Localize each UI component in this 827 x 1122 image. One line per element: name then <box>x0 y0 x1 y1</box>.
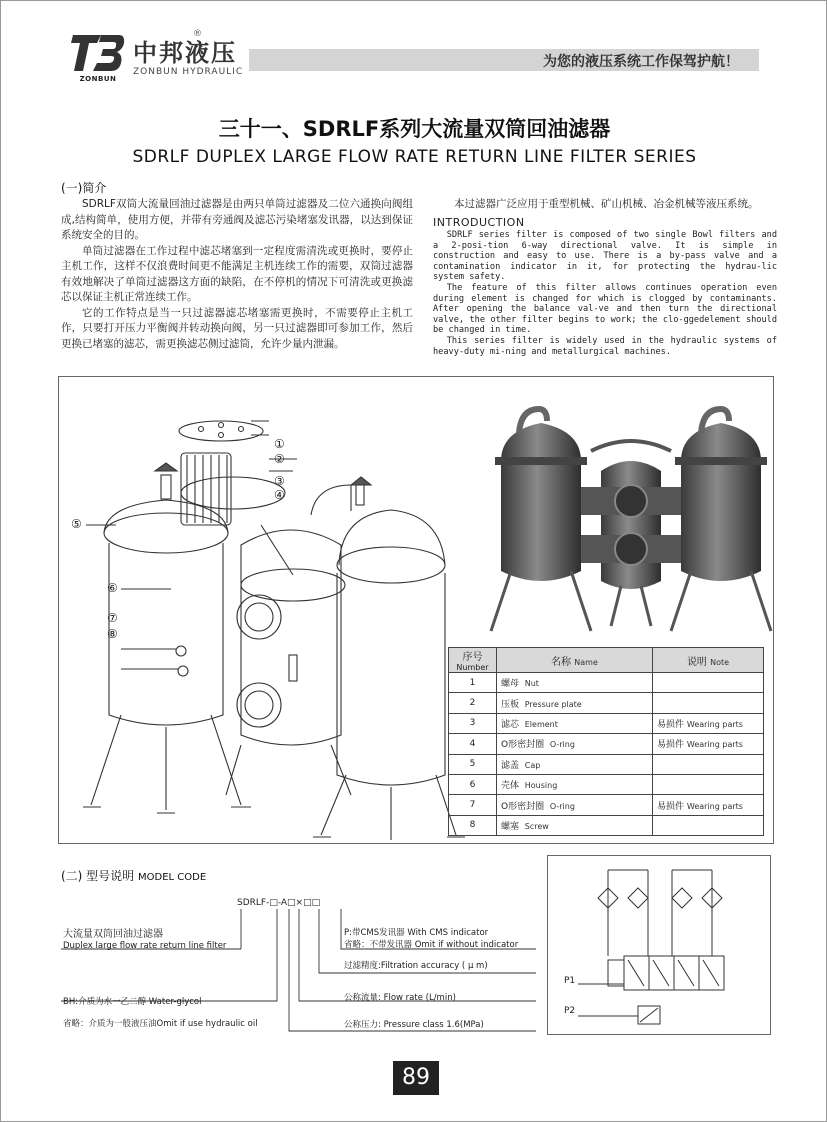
indicator-option: P:带CMS发讯器 With CMS indicator <box>344 928 489 938</box>
registered-mark: ® <box>193 29 202 39</box>
header-slogan: 为您的液压系统工作保驾护航！ <box>543 54 739 70</box>
table-row: 1 螺母 Nut <box>449 673 764 693</box>
header-bar <box>249 49 759 71</box>
intro-right-column <box>433 197 777 357</box>
header-number: 序号 Number <box>449 648 497 673</box>
medium-omit: 省略：介质为一般液压油Omit if use hydraulic oil <box>63 1019 258 1029</box>
model-name-en: Duplex large flow rate return line filter <box>63 941 227 951</box>
callout-5: ⑤ <box>71 517 82 531</box>
filtration-accuracy: 过滤精度:Filtration accuracy ( μ m) <box>344 961 488 971</box>
table-header-row <box>449 648 764 673</box>
model-name-cn: 大流量双筒回油过滤器 <box>63 929 163 940</box>
callout-3: ③ <box>274 474 285 488</box>
table-row: 7 O形密封圈 O-ring 易损件 Wearing parts <box>449 795 764 815</box>
table-row: 8 螺塞 Screw <box>449 815 764 835</box>
table-row: 3 滤芯 Element 易损件 Wearing parts <box>449 713 764 733</box>
pressure-class: 公称压力: Pressure class 1.6(MPa) <box>344 1020 484 1030</box>
hydraulic-schematic <box>547 855 771 1035</box>
brand-name-en: ZONBUN HYDRAULIC <box>133 67 244 77</box>
port-p2: P2 <box>564 1006 576 1016</box>
callout-6: ⑥ <box>107 581 118 595</box>
flow-rate: 公称流量: Flow rate (L/min) <box>344 993 456 1003</box>
intro-paragraph: 它的工作特点是当一只过滤器滤芯堵塞需更换时，不需要停止主机工作，只要打开压力平衡阀并转动换向阀，另一只过滤器即可参加工作，然后更换已堵塞的滤芯，需更换滤芯侧过滤筒，允许少量内泄漏。 <box>61 306 413 350</box>
callout-2: ② <box>274 452 285 466</box>
zb-logo-mark <box>71 31 125 75</box>
intro-left-column <box>61 197 413 352</box>
page-number: 89 <box>393 1061 439 1095</box>
page-title-en: SDRLF DUPLEX LARGE FLOW RATE RETURN LINE FILTER SERIES <box>132 147 697 167</box>
product-photo <box>481 401 781 641</box>
header-name: 名称 Name <box>497 648 653 673</box>
intro-paragraph-en: This series filter is widely used in the hydraulic systems of heavy-duty mi-ning and metallurgical machines. <box>433 335 777 357</box>
page-title-cn: 三十一、SDRLF系列大流量双筒回油滤器 <box>218 117 611 141</box>
brand-name-cn: 中邦液压 <box>133 39 237 67</box>
callout-1: ① <box>274 437 285 451</box>
intro-heading: (一)简介 <box>61 181 107 195</box>
table-row: 4 O形密封圈 O-ring 易损件 Wearing parts <box>449 734 764 754</box>
schematic-symbol <box>548 856 772 1036</box>
port-p1: P1 <box>564 976 576 986</box>
intro-paragraph: SDRLF双筒大流量回油过滤器是由两只单筒过滤器及二位六通换向阀组成,结构简单，使用方便，并带有旁通阀及滤芯污染堵塞发讯器，以达到保证系统安全的目的。 <box>61 198 413 241</box>
intro-paragraph-en: SDRLF series filter is composed of two single Bowl filters and a 2-posi-tion 6-way directional valve. It is simple in construction and easy to use. There is a by-pass valve and a contamination indicator in it, for protecting the hydrau-lic system safety. <box>433 230 777 283</box>
intro-paragraph: 单筒过滤器在工作过程中滤芯堵塞到一定程度需清洗或更换时，要停止主机工作，这样不仅浪费时间更不能满足主机连续工作的需要，双筒过滤器有效地解决了单筒过滤器这方面的缺陷，在不停机的情况下可清洗或更换滤芯以保证主机正常连续工作。 <box>61 244 413 303</box>
table-row: 5 滤盖 Cap <box>449 754 764 774</box>
medium-water-glycol: BH:介质为水一乙二醇 Water-glycol <box>63 997 202 1007</box>
model-code-heading: (二) 型号说明 MODEL CODE <box>61 869 207 883</box>
intro-heading-en: INTRODUCTION <box>433 216 525 229</box>
callout-4: ④ <box>274 488 285 502</box>
callout-7: ⑦ <box>107 611 118 625</box>
intro-application-cn: 本过滤器广泛应用于重型机械、矿山机械、冶金机械等液压系统。 <box>454 198 759 210</box>
indicator-omit: 省略：不带发讯器 Omit if without indicator <box>344 940 519 950</box>
callout-8: ⑧ <box>107 627 118 641</box>
logo-brand-text: ZONBUN <box>79 75 117 83</box>
company-logo <box>71 31 261 81</box>
parts-table <box>448 647 764 836</box>
table-row: 6 壳体 Housing <box>449 774 764 794</box>
table-row: 2 压板 Pressure plate <box>449 693 764 713</box>
intro-paragraph-en: The feature of this filter allows continues operation even during element is changed for which is clogged by contaminants. After opening the balance val-ve and then turn the directional valve, the other filter begins to work; the clo-ggedelement should be changed in time. <box>433 282 777 336</box>
model-code-string: SDRLF-□-A□×□□ <box>237 898 321 908</box>
header-note: 说明 Note <box>653 648 764 673</box>
